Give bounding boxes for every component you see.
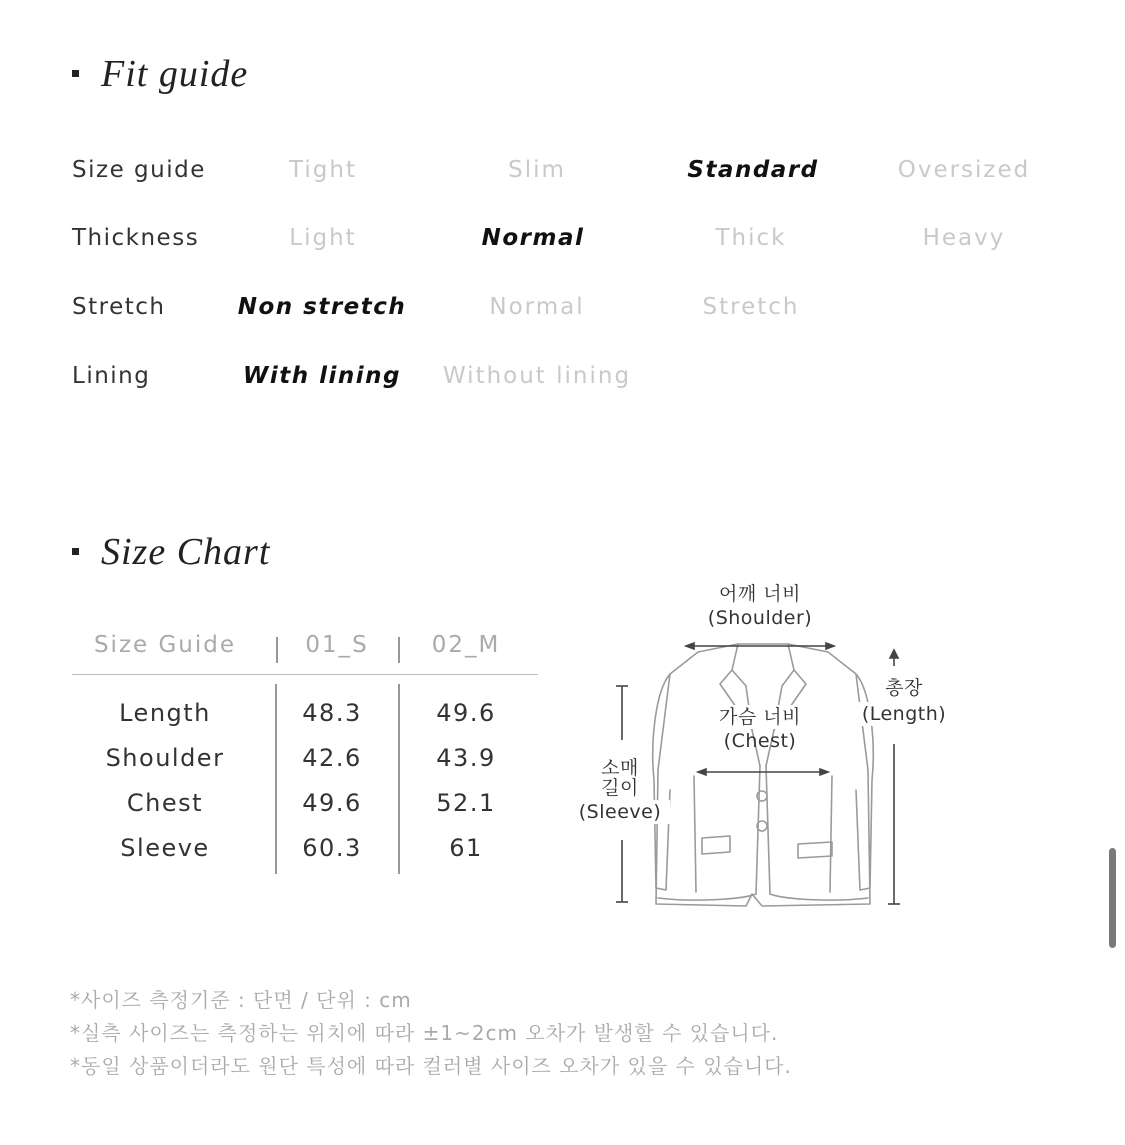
measure-label: Sleeve xyxy=(120,834,210,862)
fit-option-standard-selected: Standard xyxy=(687,157,819,183)
fit-label-thickness: Thickness xyxy=(72,225,200,251)
note-line: *동일 상품이더라도 원단 특성에 따라 컬러별 사이즈 오차가 있을 수 있습니다. xyxy=(70,1054,792,1078)
value-s: 48.3 xyxy=(302,699,362,727)
header-separator xyxy=(276,637,278,663)
fit-option-non-stretch-selected: Non stretch xyxy=(237,294,407,320)
value-s: 42.6 xyxy=(302,744,362,772)
fit-option-normal: Normal xyxy=(489,294,585,320)
sleeve-label-en: (Sleeve) xyxy=(570,800,670,824)
size-chart-title-text: Size Chart xyxy=(101,531,271,573)
fit-option-heavy: Heavy xyxy=(922,225,1006,251)
fit-option-oversized: Oversized xyxy=(897,157,1031,183)
fit-option-thick: Thick xyxy=(715,225,787,251)
fit-option-slim: Slim xyxy=(508,157,566,183)
header-divider xyxy=(72,674,538,675)
sleeve-label-ko-2: 길이 xyxy=(601,777,639,799)
header-separator xyxy=(398,637,400,663)
scrollbar-thumb[interactable] xyxy=(1109,848,1116,948)
size-table-header-s: 01_S xyxy=(305,632,369,658)
measurement-notes xyxy=(70,984,792,1083)
measure-label: Length xyxy=(119,699,211,727)
column-divider xyxy=(398,684,400,874)
fit-label-lining: Lining xyxy=(72,363,151,389)
note-line: *사이즈 측정기준 : 단면 / 단위 : cm xyxy=(70,988,412,1012)
bullet-icon xyxy=(72,70,79,77)
sleeve-label-ko-1: 소매 xyxy=(601,757,639,779)
fit-label-size-guide: Size guide xyxy=(72,157,206,183)
fit-option-tight: Tight xyxy=(289,157,357,183)
size-table-header-guide: Size Guide xyxy=(93,632,237,658)
bullet-icon xyxy=(72,548,79,555)
fit-option-stretch: Stretch xyxy=(702,294,800,320)
fit-guide-title xyxy=(72,52,248,96)
shoulder-label-ko: 어깨 너비 xyxy=(719,583,801,605)
value-m: 52.1 xyxy=(436,789,496,817)
chest-label-en: (Chest) xyxy=(723,730,797,752)
measure-label: Chest xyxy=(126,789,204,817)
fit-option-normal-selected: Normal xyxy=(481,225,585,251)
fit-option-without-lining: Without lining xyxy=(442,363,632,389)
length-label-ko: 총장 xyxy=(885,677,923,699)
fit-guide-title-text: Fit guide xyxy=(101,53,249,95)
fit-option-light: Light xyxy=(289,225,357,251)
value-s: 49.6 xyxy=(302,789,362,817)
value-m: 43.9 xyxy=(436,744,496,772)
chest-label-ko: 가슴 너비 xyxy=(690,705,830,729)
fit-option-with-lining-selected: With lining xyxy=(243,363,401,389)
value-s: 60.3 xyxy=(302,834,362,862)
shoulder-label-en: (Shoulder) xyxy=(707,607,813,629)
note-line: *실측 사이즈는 측정하는 위치에 따라 ±1~2cm 오차가 발생할 수 있습니다. xyxy=(70,1021,779,1045)
value-m: 61 xyxy=(449,834,483,862)
size-table-header-m: 02_M xyxy=(431,632,501,658)
size-chart-title xyxy=(72,530,270,574)
length-label-en: (Length) xyxy=(846,702,962,726)
fit-label-stretch: Stretch xyxy=(72,294,166,320)
value-m: 49.6 xyxy=(436,699,496,727)
measure-label: Shoulder xyxy=(105,744,225,772)
column-divider xyxy=(275,684,277,874)
